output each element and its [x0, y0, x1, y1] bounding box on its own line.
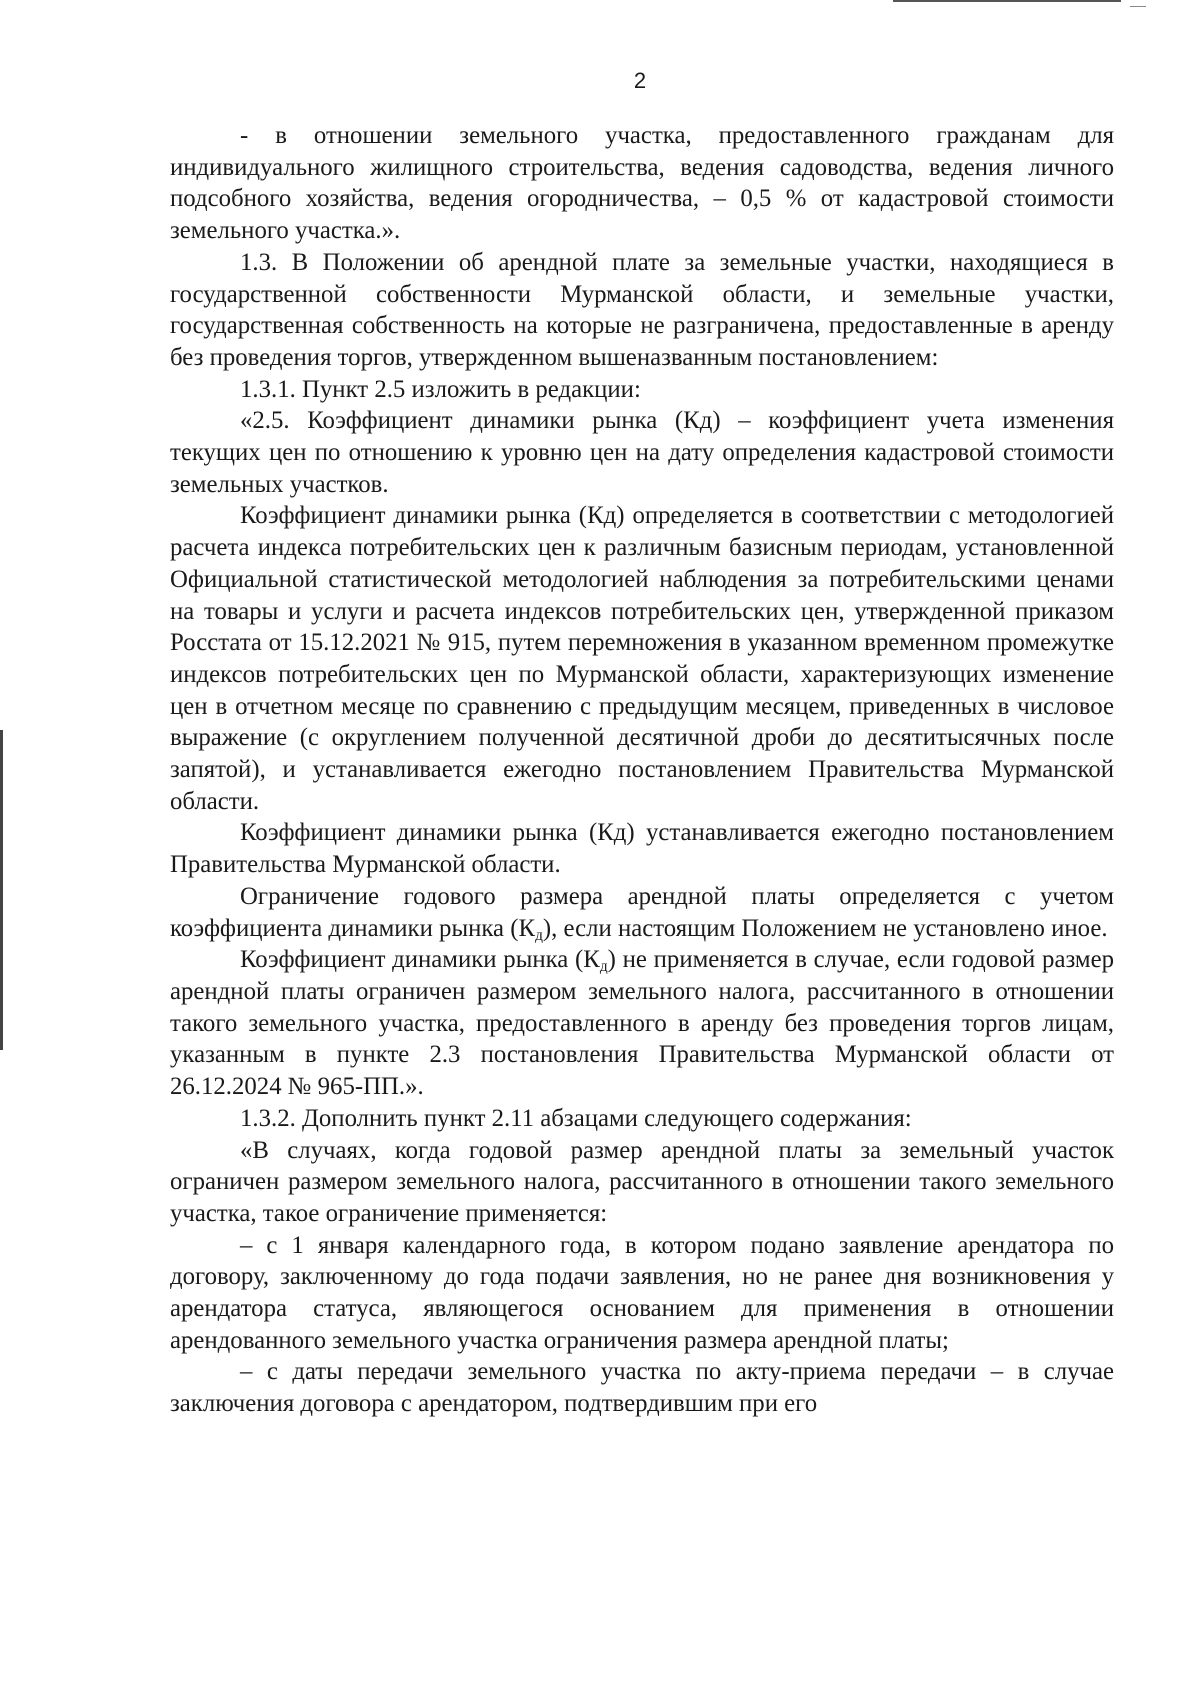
paragraph-2: 1.3. В Положении об арендной плате за земельные участки, находящиеся в государственной собственности Мурманской области, и земельные участки, государственная собственность на которые не разграничена, предоставленные в аренду без проведения торгов, утвержденном вышеназванным постановлением: — [170, 248, 1114, 371]
paragraph-8-text-b: ) не применяется в случае, если годовой размер арендной платы ограничен размером земельного налога, рассчитанного в отношении такого земельного участка, предоставленного в аренду без проведения торгов лицам, указанным в пункте 2.3 постановления Правительства Мурманской области от 26.12.2024 № 965-ПП.». — [170, 946, 1114, 1101]
paragraph-7-text-b: ), если настоящим Положением не установлено иное. — [542, 914, 1108, 942]
scan-top-rule — [893, 0, 1121, 2]
scan-top-mark — [1130, 0, 1146, 7]
paragraph-10: «В случаях, когда годовой размер арендной платы за земельный участок ограничен размером земельного налога, рассчитанного в отношении такого земельного участка, такое ограничение применяется: — [170, 1136, 1114, 1227]
subscript-d: д — [599, 958, 608, 976]
paragraph-6: Коэффициент динамики рынка (Кд) устанавливается ежегодно постановлением Правительства Мурманской области. — [170, 819, 1114, 879]
paragraph-12: – с даты передачи земельного участка по акту-приема передачи – в случае заключения договора с арендатором, подтвердившим при его — [170, 1358, 1114, 1418]
scan-margin-mark — [0, 730, 3, 1050]
paragraph-8 — [170, 944, 1114, 1103]
document-body — [170, 120, 1114, 1420]
paragraph-11: – с 1 января календарного года, в котором подано заявление арендатора по договору, заключенному до года подачи заявления, но не ранее дня возникновения у арендатора статуса, являющегося основанием для применения в отношении арендованного земельного участка ограничения размера арендной платы; — [170, 1231, 1114, 1354]
subscript-d: д — [535, 926, 543, 944]
paragraph-4: «2.5. Коэффициент динамики рынка (Кд) – коэффициент учета изменения текущих цен по отношению к уровню цен на дату определения кадастровой стоимости земельных участков. — [170, 407, 1114, 498]
page-number: 2 — [633, 68, 647, 93]
paragraph-3: 1.3.1. Пункт 2.5 изложить в редакции: — [240, 375, 641, 403]
paragraph-9: 1.3.2. Дополнить пункт 2.11 абзацами следующего содержания: — [240, 1104, 912, 1132]
paragraph-7 — [170, 881, 1114, 944]
paragraph-5: Коэффициент динамики рынка (Кд) определяется в соответствии с методологией расчета индекса потребительских цен к различным базисным периодам, установленной Официальной статистической методологией наблюдения за потребительскими ценами на товары и услуги и расчета индексов потребительских цен, утвержденной приказом Росстата от 15.12.2021 № 915, путем перемножения в указанном временном промежутке индексов потребительских цен по Мурманской области, характеризующих изменение цен в отчетном месяце по сравнению с предыдущим месяцем, приведенных в числовое выражение (с округлением полученной десятичной дроби до десятитысячных после запятой), и устанавливается ежегодно постановлением Правительства Мурманской области. — [170, 502, 1114, 815]
paragraph-8-text-a: Коэффициент динамики рынка (К — [240, 946, 600, 974]
paragraph-1: - в отношении земельного участка, предоставленного гражданам для индивидуального жилищного строительства, ведения садоводства, ведения личного подсобного хозяйства, ведения огородничества, – 0,5 % от кадастровой стоимости земельного участка.». — [170, 122, 1114, 245]
paragraph-7-text-a: Ограничение годового размера арендной платы определяется с учетом коэффициента динамики рынка (К — [170, 882, 1114, 942]
